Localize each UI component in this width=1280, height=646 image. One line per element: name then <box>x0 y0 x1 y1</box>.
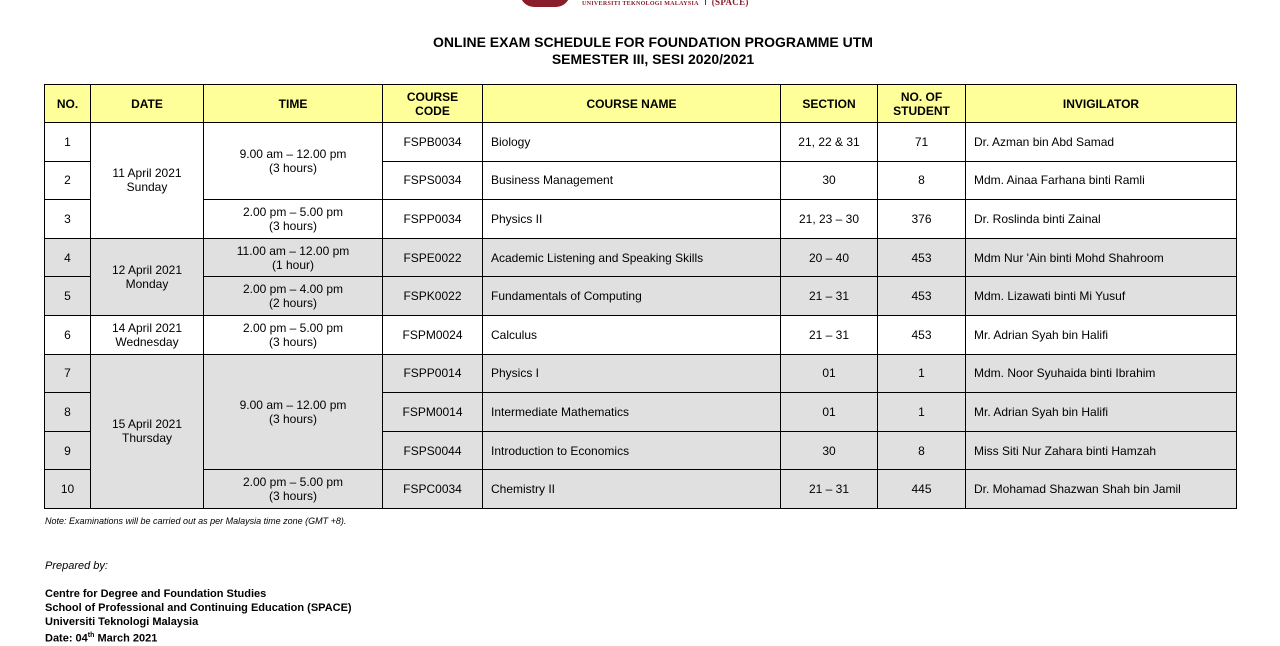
university-seal-icon <box>520 0 570 7</box>
cell-course-code: FSPE0022 <box>383 238 483 277</box>
cell-course-name: Academic Listening and Speaking Skills <box>483 238 781 277</box>
cell-no: 10 <box>45 470 91 509</box>
time-duration: (3 hours) <box>268 411 318 426</box>
cell-course-name: Chemistry II <box>483 470 781 509</box>
cell-date <box>91 238 204 315</box>
cell-section: 21 – 31 <box>781 470 878 509</box>
cell-course-code: FSPK0022 <box>383 277 483 316</box>
cell-invigilator: Dr. Mohamad Shazwan Shah bin Jamil <box>966 470 1237 509</box>
cell-no: 4 <box>45 238 91 277</box>
cell-course-code: FSPM0024 <box>383 315 483 354</box>
cell-section: 30 <box>781 431 878 470</box>
logo-university-name: UNIVERSITI TEKNOLOGI MALAYSIA <box>582 1 699 7</box>
cell-students: 1 <box>878 354 966 393</box>
cell-course-code: FSPC0034 <box>383 470 483 509</box>
cell-section: 30 <box>781 161 878 200</box>
time-duration: (3 hours) <box>268 334 318 349</box>
title-line-2: SEMESTER III, SESI 2020/2021 <box>551 51 755 67</box>
prepared-by-label: Prepared by: <box>45 560 108 572</box>
date-suffix-sup: th <box>87 632 95 639</box>
university-logo <box>520 0 760 8</box>
cell-section: 01 <box>781 354 878 393</box>
cell-no: 1 <box>45 123 91 162</box>
cell-time <box>204 277 383 316</box>
time-range: 2.00 pm – 5.00 pm <box>242 475 344 490</box>
table-row <box>45 470 1237 509</box>
cell-course-code: FSPS0034 <box>383 161 483 200</box>
time-range: 9.00 am – 12.00 pm <box>239 147 347 162</box>
cell-time <box>204 354 383 470</box>
header-course-code <box>383 85 483 123</box>
date-day: 12 April 2021 <box>111 262 183 277</box>
cell-time <box>204 200 383 239</box>
cell-no: 6 <box>45 315 91 354</box>
cell-no: 3 <box>45 200 91 239</box>
cell-date <box>91 315 204 354</box>
cell-no: 2 <box>45 161 91 200</box>
logo-text <box>582 0 749 7</box>
cell-invigilator: Miss Siti Nur Zahara binti Hamzah <box>966 431 1237 470</box>
header-date: DATE <box>91 85 204 123</box>
cell-invigilator: Dr. Roslinda binti Zainal <box>966 200 1237 239</box>
cell-course-name: Intermediate Mathematics <box>483 393 781 432</box>
cell-date <box>91 123 204 239</box>
date-day: 14 April 2021 <box>111 320 183 335</box>
table-row <box>45 200 1237 239</box>
org-university: Universiti Teknologi Malaysia <box>45 616 199 628</box>
table-row <box>45 277 1237 316</box>
cell-section: 21, 23 – 30 <box>781 200 878 239</box>
cell-course-name: Introduction to Economics <box>483 431 781 470</box>
header-course-code-l2: CODE <box>415 103 450 118</box>
org-centre: Centre for Degree and Foundation Studies <box>45 588 267 600</box>
header-time: TIME <box>204 85 383 123</box>
cell-course-code: FSPP0034 <box>383 200 483 239</box>
header-no: NO. <box>45 85 91 123</box>
cell-course-code: FSPB0034 <box>383 123 483 162</box>
time-duration: (2 hours) <box>268 296 318 311</box>
cell-students: 453 <box>878 315 966 354</box>
logo-space-label: (SPACE) <box>711 0 749 7</box>
table-row <box>45 354 1237 393</box>
table-row <box>45 315 1237 354</box>
cell-section: 21 – 31 <box>781 315 878 354</box>
time-range: 2.00 pm – 4.00 pm <box>242 282 344 297</box>
cell-course-name: Physics I <box>483 354 781 393</box>
title-line-1: ONLINE EXAM SCHEDULE FOR FOUNDATION PROGRAMME UTM <box>433 34 873 50</box>
cell-invigilator: Mr. Adrian Syah bin Halifi <box>966 315 1237 354</box>
time-range: 9.00 am – 12.00 pm <box>239 397 347 412</box>
header-invigilator: INVIGILATOR <box>966 85 1237 123</box>
cell-section: 01 <box>781 393 878 432</box>
date-day: 15 April 2021 <box>111 417 183 432</box>
cell-invigilator: Mdm. Noor Syuhaida binti Ibrahim <box>966 354 1237 393</box>
timezone-note: Note: Examinations will be carried out as per Malaysia time zone (GMT +8). <box>45 516 347 526</box>
cell-time <box>204 315 383 354</box>
organization-block <box>45 587 352 646</box>
cell-invigilator: Mdm Nur 'Ain binti Mohd Shahroom <box>966 238 1237 277</box>
cell-section: 21, 22 & 31 <box>781 123 878 162</box>
cell-students: 453 <box>878 277 966 316</box>
exam-schedule-table <box>44 84 1237 509</box>
table-row <box>45 123 1237 162</box>
time-duration: (3 hours) <box>268 489 318 504</box>
cell-no: 9 <box>45 431 91 470</box>
cell-course-code: FSPS0044 <box>383 431 483 470</box>
cell-students: 376 <box>878 200 966 239</box>
cell-course-code: FSPM0014 <box>383 393 483 432</box>
date-weekday: Thursday <box>121 431 173 446</box>
time-range: 2.00 pm – 5.00 pm <box>242 204 344 219</box>
time-range: 11.00 am – 12.00 pm <box>236 243 350 258</box>
table-header-row <box>45 85 1237 123</box>
date-weekday: Sunday <box>126 180 168 195</box>
cell-time <box>204 123 383 200</box>
date-prefix: Date: 04 <box>45 632 88 645</box>
cell-no: 5 <box>45 277 91 316</box>
cell-students: 71 <box>878 123 966 162</box>
cell-course-code: FSPP0014 <box>383 354 483 393</box>
header-students-l2: STUDENT <box>893 103 950 118</box>
header-course-code-l1: COURSE <box>406 89 459 104</box>
date-weekday: Wednesday <box>115 334 179 349</box>
date-month-year: March 2021 <box>94 632 158 645</box>
cell-section: 21 – 31 <box>781 277 878 316</box>
org-school: School of Professional and Continuing Education (SPACE) <box>45 602 352 614</box>
header-students <box>878 85 966 123</box>
cell-invigilator: Mr. Adrian Syah bin Halifi <box>966 393 1237 432</box>
cell-students: 8 <box>878 431 966 470</box>
cell-invigilator: Mdm. Ainaa Farhana binti Ramli <box>966 161 1237 200</box>
cell-date <box>91 354 204 508</box>
header-section: SECTION <box>781 85 878 123</box>
cell-section: 20 – 40 <box>781 238 878 277</box>
cell-time <box>204 238 383 277</box>
cell-course-name: Biology <box>483 123 781 162</box>
document-title <box>0 34 1280 68</box>
header-students-l1: NO. OF <box>900 89 943 104</box>
cell-invigilator: Dr. Azman bin Abd Samad <box>966 123 1237 162</box>
table-row <box>45 238 1237 277</box>
time-duration: (3 hours) <box>268 218 318 233</box>
time-duration: (3 hours) <box>268 161 318 176</box>
cell-no: 7 <box>45 354 91 393</box>
cell-invigilator: Mdm. Lizawati binti Mi Yusuf <box>966 277 1237 316</box>
time-range: 2.00 pm – 5.00 pm <box>242 320 344 335</box>
time-duration: (1 hour) <box>271 257 315 272</box>
cell-time <box>204 470 383 509</box>
cell-students: 8 <box>878 161 966 200</box>
cell-no: 8 <box>45 393 91 432</box>
prepared-date <box>45 629 352 646</box>
date-day: 11 April 2021 <box>112 166 182 181</box>
header-course-name: COURSE NAME <box>483 85 781 123</box>
cell-course-name: Calculus <box>483 315 781 354</box>
cell-course-name: Business Management <box>483 161 781 200</box>
cell-students: 445 <box>878 470 966 509</box>
cell-course-name: Fundamentals of Computing <box>483 277 781 316</box>
cell-students: 1 <box>878 393 966 432</box>
date-weekday: Monday <box>125 276 169 291</box>
cell-students: 453 <box>878 238 966 277</box>
cell-course-name: Physics II <box>483 200 781 239</box>
